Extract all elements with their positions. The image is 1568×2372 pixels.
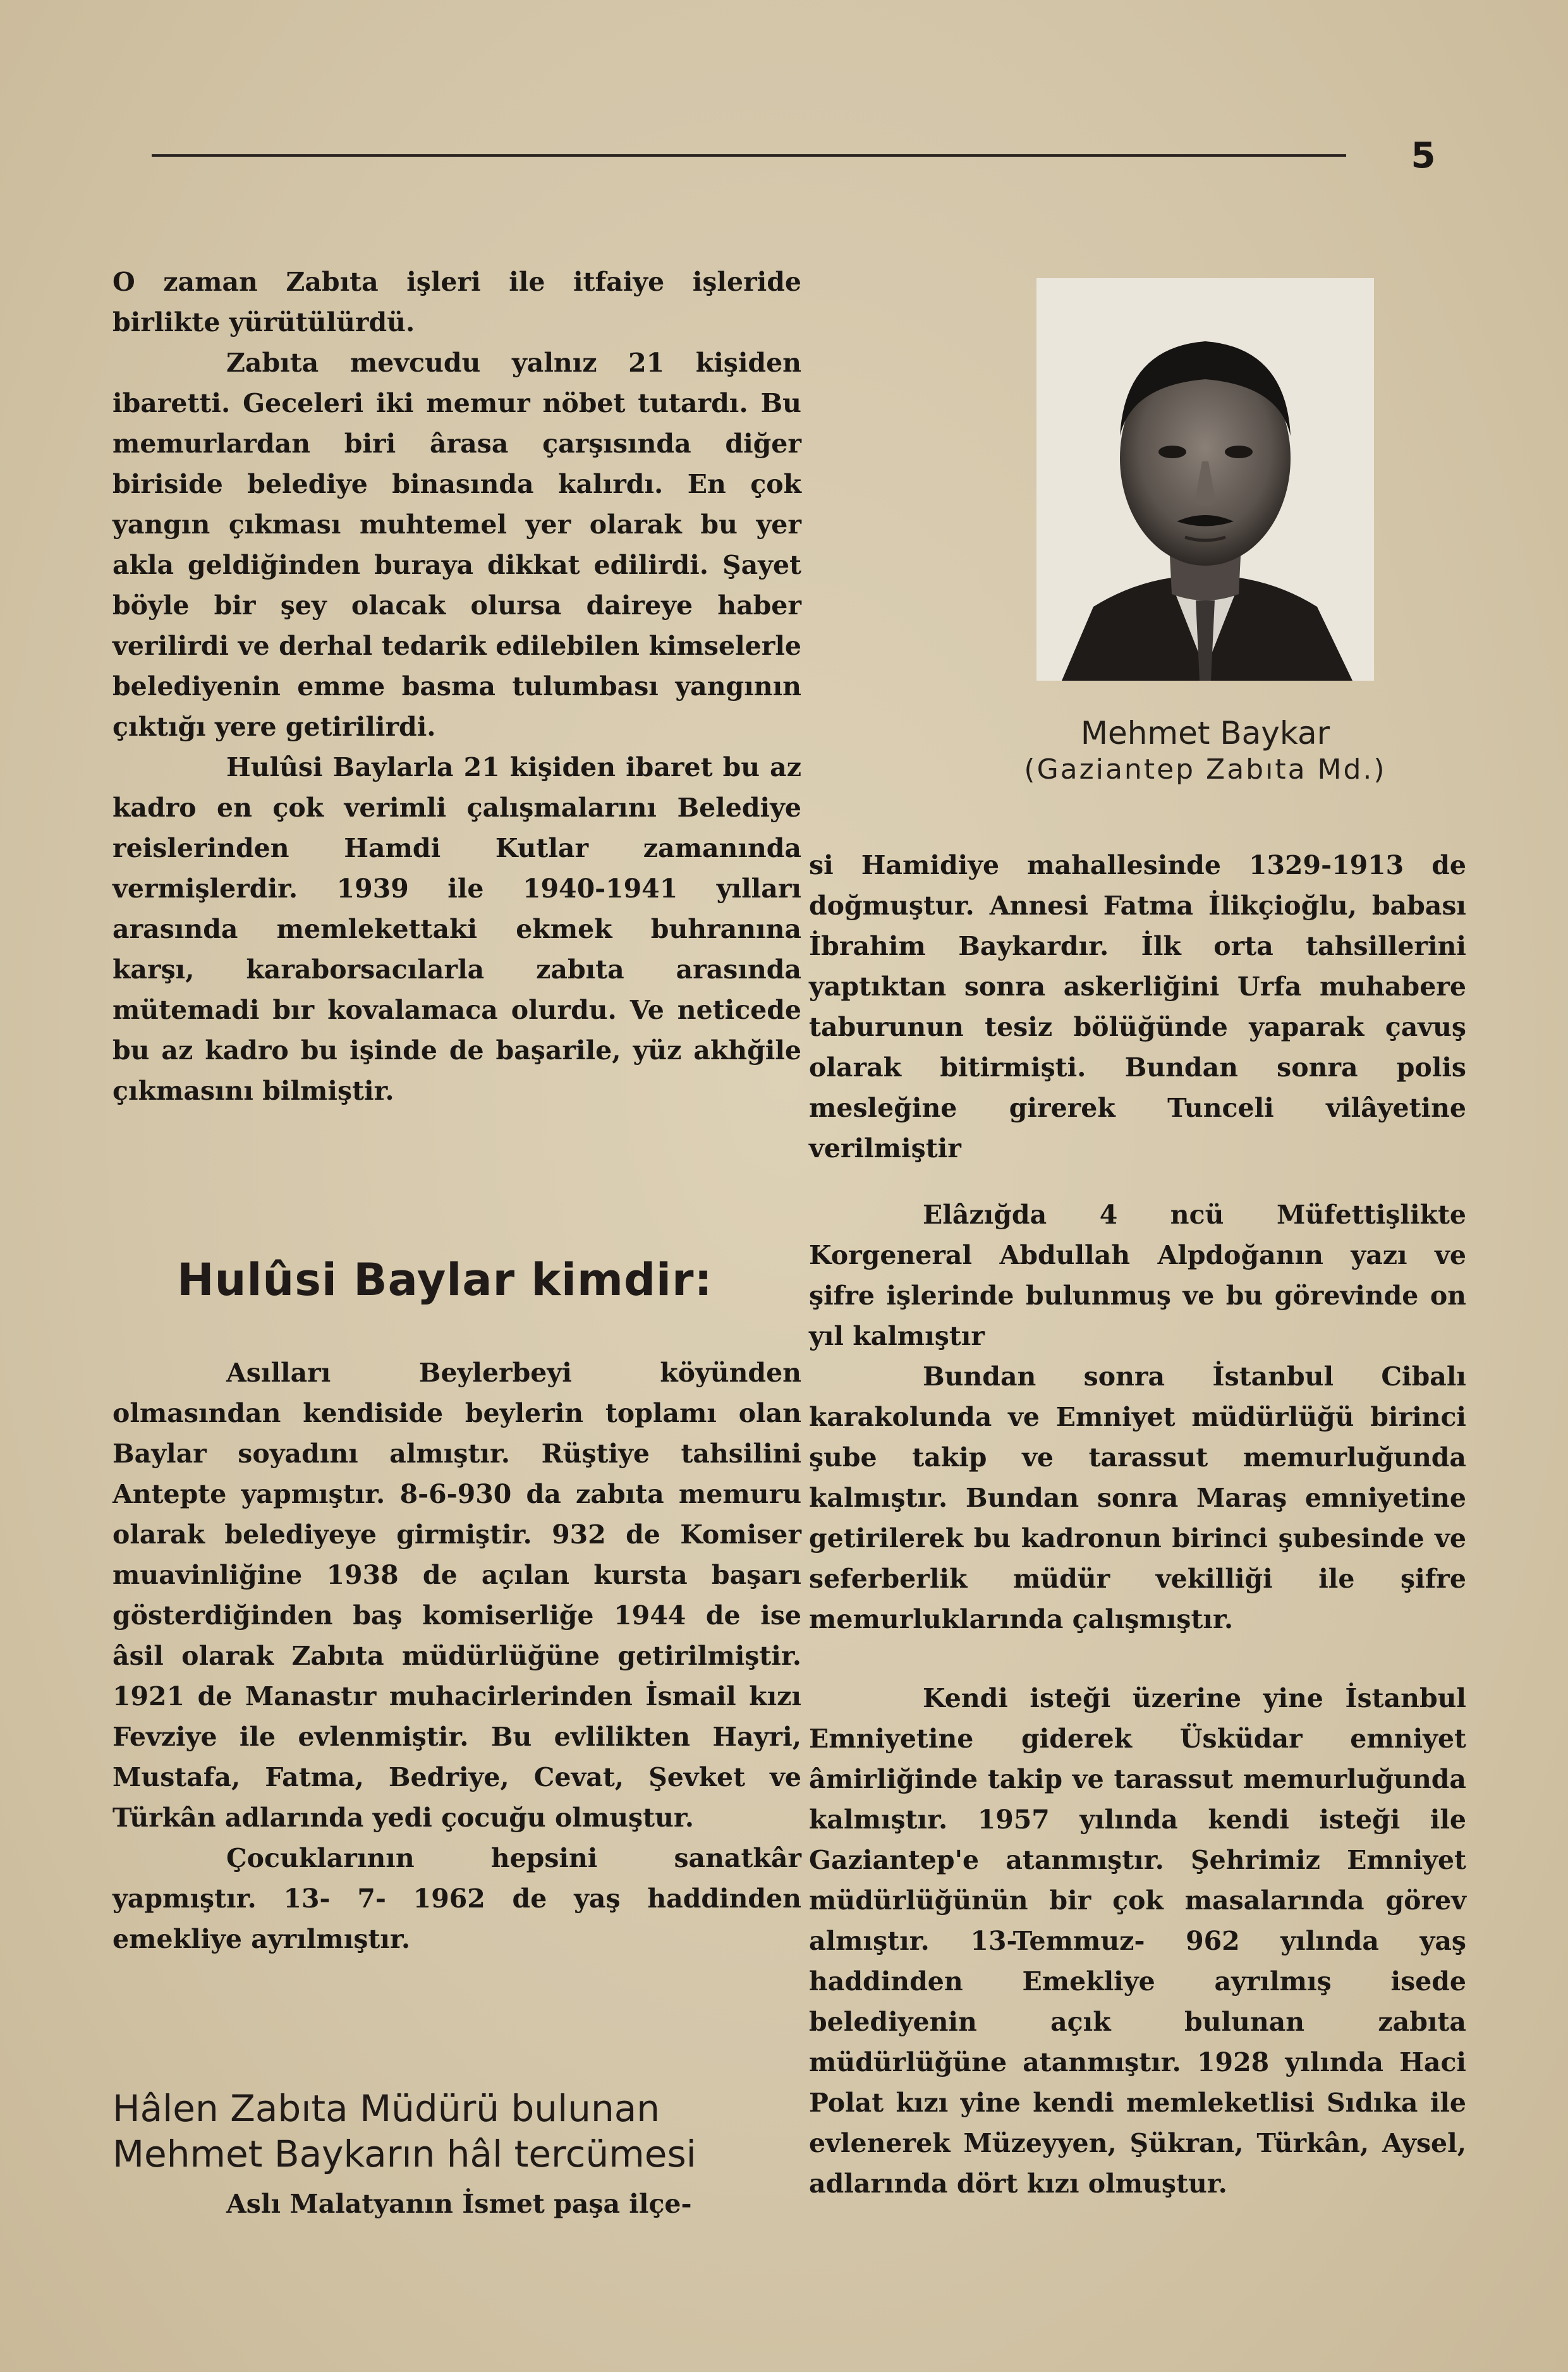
right-column-part-1 (809, 845, 1466, 1169)
photo-caption-title: (Gaziantep Zabıta Md.) (1024, 753, 1387, 786)
section-heading-baykar: Hâlen Zabıta Müdürü bulunan Mehmet Baykarın hâl tercümesi (112, 2087, 696, 2175)
paragraph: Bundan sonra İstanbul Cibalı karakolunda ve Emniyet müdürlüğü birinci şube takip ve tarassut memurluğunda kalmıştır. Bundan sonra Maraş emniyetine getirilerek bu kadronun birinci şubesinde ve seferberlik müdür vekilliği ile şifre memurluklarında çalışmıştır. (809, 1361, 1466, 1634)
photo-caption-name: Mehmet Baykar (1080, 715, 1330, 751)
portrait-icon (1036, 278, 1374, 681)
page-number: 5 (1411, 135, 1436, 176)
paragraph: Aslı Malatyanın İsmet paşa ilçe- (226, 2189, 692, 2219)
right-column-part-2 (809, 1195, 1466, 1639)
paragraph: O zaman Zabıta işleri ile itfaiye işleride birlikte yürütülürdü. (112, 267, 801, 338)
paragraph: si Hamidiye mahallesinde 1329-1913 de doğmuştur. Annesi Fatma İlikçioğlu, babası İbrahim Baykardır. İlk orta tahsillerini yaptıktan sonra askerliğini Urfa muhabere taburunun tesiz bölüğünde yaparak çavuş olarak bitirmişti. Bundan sonra polis mesleğine girerek Tunceli vilâyetine verilmiştir (809, 850, 1466, 1164)
portrait-photo (1036, 278, 1374, 681)
paragraph: Zabıta mevcudu yalnız 21 kişiden ibaretti. Geceleri iki memur nöbet tutardı. Bu memurlardan biri ârasa çarşısında diğer biriside belediye binasında kalırdı. En çok yangın çıkması muhtemel yer olarak bu yer akla geldiğinden buraya dikkat edilirdi. Şayet böyle bir şey olacak olursa daireye haber verilirdi ve derhal tedarik edilebilen kimselerle belediyenin emme basma tulumbası yangının çıktığı yere getirilirdi. (112, 348, 801, 742)
left-column (112, 262, 801, 1111)
paragraph: Asılları Beylerbeyi köyünden olmasından kendiside beylerin toplamı olan Baylar soyadını almıştır. Rüştiye tahsilini Antepte yapmıştır. 8-6-930 da zabıta memuru olarak belediyeye girmiştir. 932 de Komiser muavinliğine 1938 de açılan kursta başarı gösterdiğinden baş komiserliğe 1944 de ise âsil olarak Zabıta müdürlüğüne getirilmiştir. 1921 de Manastır muhacirlerinden İsmail kızı Fevziye ile evlenmiştir. Bu evlilikten Hayri, Mustafa, Fatma, Bedriye, Cevat, Şevket ve Türkân adlarında yedi çocuğu olmuştur. (112, 1358, 801, 1833)
left-column-tail (112, 2184, 801, 2224)
paragraph: Kendi isteği üzerine yine İstanbul Emniyetine giderek Üsküdar emniyet âmirliğinde takip ve tarassut memurluğunda kalmıştır. 1957 yılında kendi isteği ile Gaziantep'e atanmıştır. Şehrimiz Emniyet müdürlüğünün bir çok masalarında görev almıştır. 13-Temmuz- 962 yılında yaş haddinden Emekliye ayrılmış isede belediyenin açık bulunan zabıta müdürlüğüne atanmıştır. 1928 yılında Haci Polat kızı yine kendi memleketlisi Sıdıka ile evlenerek Müzeyyen, Şükran, Türkân, Aysel, adlarında dört kızı olmuştur. (809, 1683, 1466, 2199)
paragraph: Hulûsi Baylarla 21 kişiden ibaret bu az kadro en çok verimli çalışmalarını Belediye reislerinden Hamdi Kutlar zamanında vermişlerdir. 1939 ile 1940-1941 yılları arasında memlekettaki ekmek buhranına karşı, karaborsacılarla zabıta arasında mütemadi bır kovalamaca olurdu. Ve neticede bu az kadro bu işinde de başarile, yüz akhğile çıkmasını bilmiştir. (112, 752, 801, 1106)
paragraph: Çocuklarının hepsini sanatkâr yapmıştır. 13- 7- 1962 de yaş haddinden emekliye ayrılmıştır. (112, 1843, 801, 1954)
right-column-part-3 (809, 1678, 1466, 2204)
paragraph: Elâzığda 4 ncü Müfettişlikte Korgeneral Abdullah Alpdoğanın yazı ve şifre işlerinde bulunmuş ve bu görevinde on yıl kalmıştır (809, 1200, 1466, 1351)
left-column-bio (112, 1353, 801, 1959)
section-heading-hulusi: Hulûsi Baylar kimdir: (177, 1254, 713, 1306)
header-rule (152, 154, 1346, 157)
